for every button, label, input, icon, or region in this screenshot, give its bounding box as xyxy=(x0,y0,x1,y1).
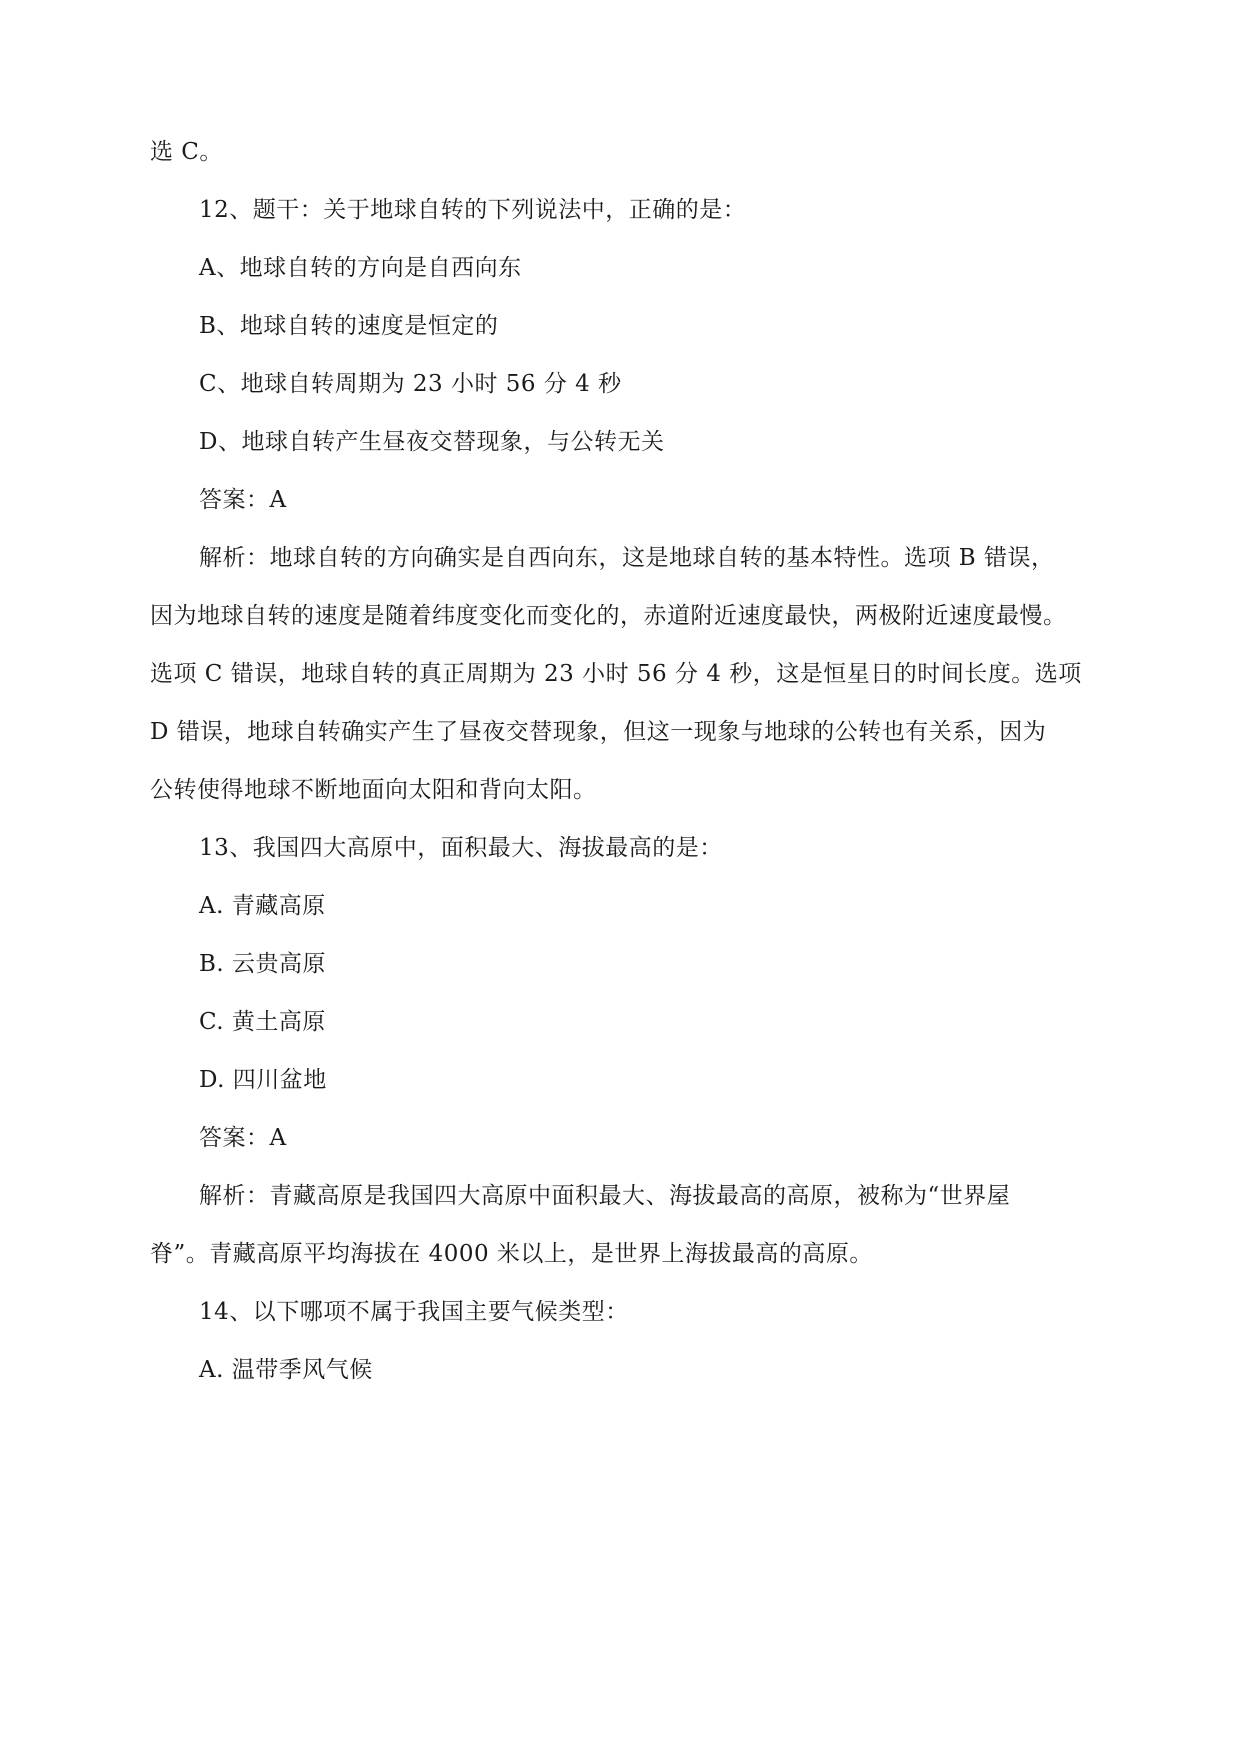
question-12-explanation-line-3: 选项 C 错误，地球自转的真正周期为 23 小时 56 分 4 秒，这是恒星日的时间长度。选项 xyxy=(150,661,1082,687)
question-12-option-b: B、地球自转的速度是恒定的 xyxy=(199,313,499,339)
question-12-answer: 答案：A xyxy=(199,487,287,513)
question-12-option-a: A、地球自转的方向是自西向东 xyxy=(199,255,522,281)
question-12-explanation-line-5: 公转使得地球不断地面向太阳和背向太阳。 xyxy=(150,777,597,803)
question-12-stem: 12、题干：关于地球自转的下列说法中，正确的是： xyxy=(199,197,747,223)
question-13-explanation-line-2: 脊”。青藏高原平均海拔在 4000 米以上，是世界上海拔最高的高原。 xyxy=(150,1241,873,1267)
question-12-explanation-line-4: D 错误，地球自转确实产生了昼夜交替现象，但这一现象与地球的公转也有关系，因为 xyxy=(150,719,1047,745)
question-13-option-a: A. 青藏高原 xyxy=(199,893,326,919)
question-12-option-c: C、地球自转周期为 23 小时 56 分 4 秒 xyxy=(199,371,622,397)
question-14-stem: 14、以下哪项不属于我国主要气候类型： xyxy=(199,1299,629,1325)
question-13-stem: 13、我国四大高原中，面积最大、海拔最高的是： xyxy=(199,835,723,861)
question-13-option-c: C. 黄土高原 xyxy=(199,1009,326,1035)
question-12-explanation-line-2: 因为地球自转的速度是随着纬度变化而变化的，赤道附近速度最快，两极附近速度最慢。 xyxy=(150,603,1067,629)
question-13-answer: 答案：A xyxy=(199,1125,287,1151)
answer-tail-line: 选 C。 xyxy=(150,139,223,165)
question-13-option-d: D. 四川盆地 xyxy=(199,1067,327,1093)
question-14-option-a: A. 温带季风气候 xyxy=(199,1357,373,1383)
question-12-explanation-line-1: 解析：地球自转的方向确实是自西向东，这是地球自转的基本特性。选项 B 错误， xyxy=(199,545,1055,571)
question-13-option-b: B. 云贵高原 xyxy=(199,951,327,977)
question-13-explanation-line-1: 解析：青藏高原是我国四大高原中面积最大、海拔最高的高原，被称为“世界屋 xyxy=(199,1183,1011,1209)
question-12-option-d: D、地球自转产生昼夜交替现象，与公转无关 xyxy=(199,429,665,455)
